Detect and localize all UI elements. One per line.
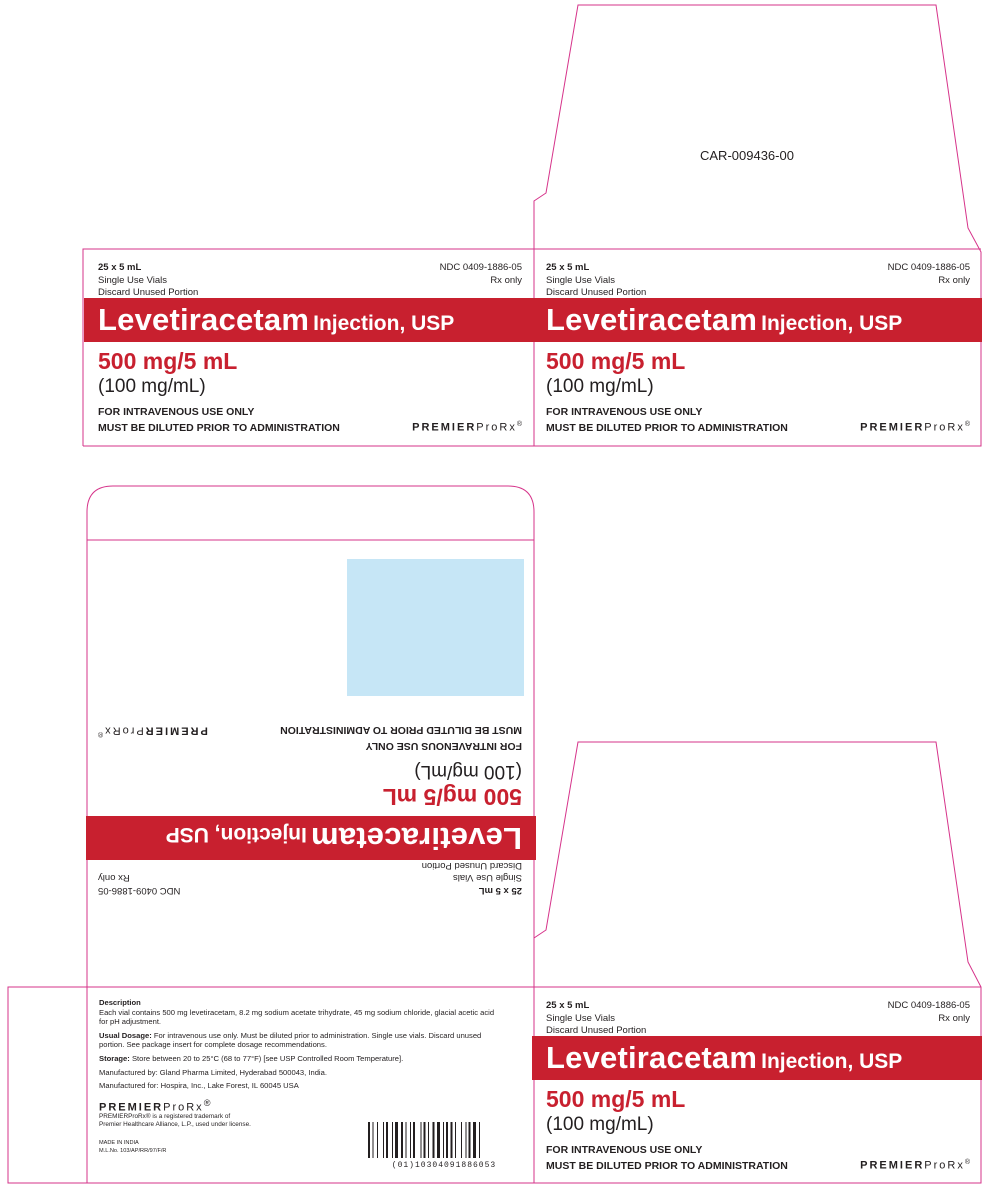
concentration: (100 mg/mL) xyxy=(98,376,206,397)
strength: 500 mg/5 mL xyxy=(546,348,686,374)
use-line-1: FOR INTRAVENOUS USE ONLY xyxy=(546,1144,703,1156)
concentration: (100 mg/mL) xyxy=(546,1114,654,1135)
front-panel-inverted xyxy=(86,712,536,908)
vial-type: Single Use Vials xyxy=(546,274,616,286)
description-text: Each vial contains 500 mg levetiracetam, 8.2 mg sodium acetate trihydrate, 45 mg sodium chloride, glacial acetic acid for pH adjustment. xyxy=(99,1007,495,1027)
usual-dosage-text: For intravenous use only. Must be diluted prior to administration. Single use vials. Discard unused portion. See package insert for complete dosage recommendations. xyxy=(99,1030,482,1050)
back-brand-logo: PREMIERProRx® xyxy=(99,1097,213,1114)
rx-only: Rx only xyxy=(938,1012,970,1024)
storage-heading: Storage: xyxy=(99,1053,130,1063)
vial-type: Single Use Vials xyxy=(452,872,522,884)
pack-quantity: 25 x 5 mL xyxy=(478,885,522,896)
trademark-line-1: PREMIERProRx® is a registered trademark of xyxy=(99,1113,231,1120)
strength: 500 mg/5 mL xyxy=(98,348,238,374)
brand-logo: PREMIERProRx® xyxy=(860,421,970,434)
drug-name: Levetiracetam xyxy=(310,821,522,856)
concentration: (100 mg/mL) xyxy=(414,761,522,782)
description-heading: Description xyxy=(99,998,141,1007)
front-panel-left xyxy=(84,250,534,446)
use-line-2: MUST BE DILUTED PRIOR TO ADMINISTRATION xyxy=(546,422,788,434)
brand-logo: PREMIERProRx® xyxy=(98,724,208,737)
rx-only: Rx only xyxy=(98,872,130,884)
discard-note: Discard Unused Portion xyxy=(98,287,199,298)
made-in: MADE IN INDIA xyxy=(99,1140,139,1146)
ndc-code: NDC 0409-1886-05 xyxy=(887,1000,970,1011)
brand-logo: PREMIERProRx® xyxy=(412,421,522,434)
trademark-line-2: Premier Healthcare Alliance, L.P., used under license. xyxy=(99,1121,251,1128)
manufactured-by: Manufactured by: Gland Pharma Limited, Hyderabad 500043, India. xyxy=(99,1067,327,1077)
pack-quantity: 25 x 5 mL xyxy=(546,1000,590,1011)
discard-note: Discard Unused Portion xyxy=(546,287,647,298)
concentration: (100 mg/mL) xyxy=(546,376,654,397)
drug-suffix: Injection, USP xyxy=(761,312,903,335)
drug-name: Levetiracetam xyxy=(546,1040,758,1075)
vial-type: Single Use Vials xyxy=(98,274,168,286)
pack-quantity: 25 x 5 mL xyxy=(98,262,142,273)
use-line-2: MUST BE DILUTED PRIOR TO ADMINISTRATION xyxy=(546,1160,788,1172)
front-panel-bottom xyxy=(532,988,982,1184)
use-line-2: MUST BE DILUTED PRIOR TO ADMINISTRATION xyxy=(280,724,522,736)
storage-text: Store between 20 to 25°C (68 to 77°F) [see USP Controlled Room Temperature]. xyxy=(131,1053,404,1063)
ndc-code: NDC 0409-1886-05 xyxy=(439,262,522,273)
discard-note: Discard Unused Portion xyxy=(546,1025,647,1036)
drug-suffix: Injection, USP xyxy=(313,312,455,335)
drug-suffix: Injection, USP xyxy=(165,823,307,846)
rx-only: Rx only xyxy=(490,274,522,286)
drug-name: Levetiracetam xyxy=(546,302,758,337)
barcode-number: (01)10304091886053 xyxy=(391,1161,497,1170)
drug-name: Levetiracetam xyxy=(98,302,310,337)
brand-logo: PREMIERProRx® xyxy=(860,1159,970,1172)
front-panel-right xyxy=(532,250,982,446)
barcode xyxy=(368,1122,520,1158)
rx-only: Rx only xyxy=(938,274,970,286)
carton-code: CAR-009436-00 xyxy=(700,148,794,163)
use-line-1: FOR INTRAVENOUS USE ONLY xyxy=(98,406,255,418)
ndc-code: NDC 0409-1886-05 xyxy=(98,885,181,896)
use-line-1: FOR INTRAVENOUS USE ONLY xyxy=(365,740,522,752)
color-swatch xyxy=(347,559,524,696)
vial-type: Single Use Vials xyxy=(546,1012,616,1024)
use-line-1: FOR INTRAVENOUS USE ONLY xyxy=(546,406,703,418)
ndc-code: NDC 0409-1886-05 xyxy=(887,262,970,273)
manufactured-for: Manufactured for: Hospira, Inc., Lake Forest, IL 60045 USA xyxy=(99,1081,299,1091)
license-number: M.L.No. 103/AP/RR/97/F/R xyxy=(99,1148,167,1154)
use-line-2: MUST BE DILUTED PRIOR TO ADMINISTRATION xyxy=(98,422,340,434)
drug-suffix: Injection, USP xyxy=(761,1050,903,1073)
strength: 500 mg/5 mL xyxy=(382,784,522,810)
discard-note: Discard Unused Portion xyxy=(421,860,522,871)
pack-quantity: 25 x 5 mL xyxy=(546,262,590,273)
strength: 500 mg/5 mL xyxy=(546,1086,686,1112)
usual-dosage-heading: Usual Dosage: xyxy=(99,1030,152,1040)
